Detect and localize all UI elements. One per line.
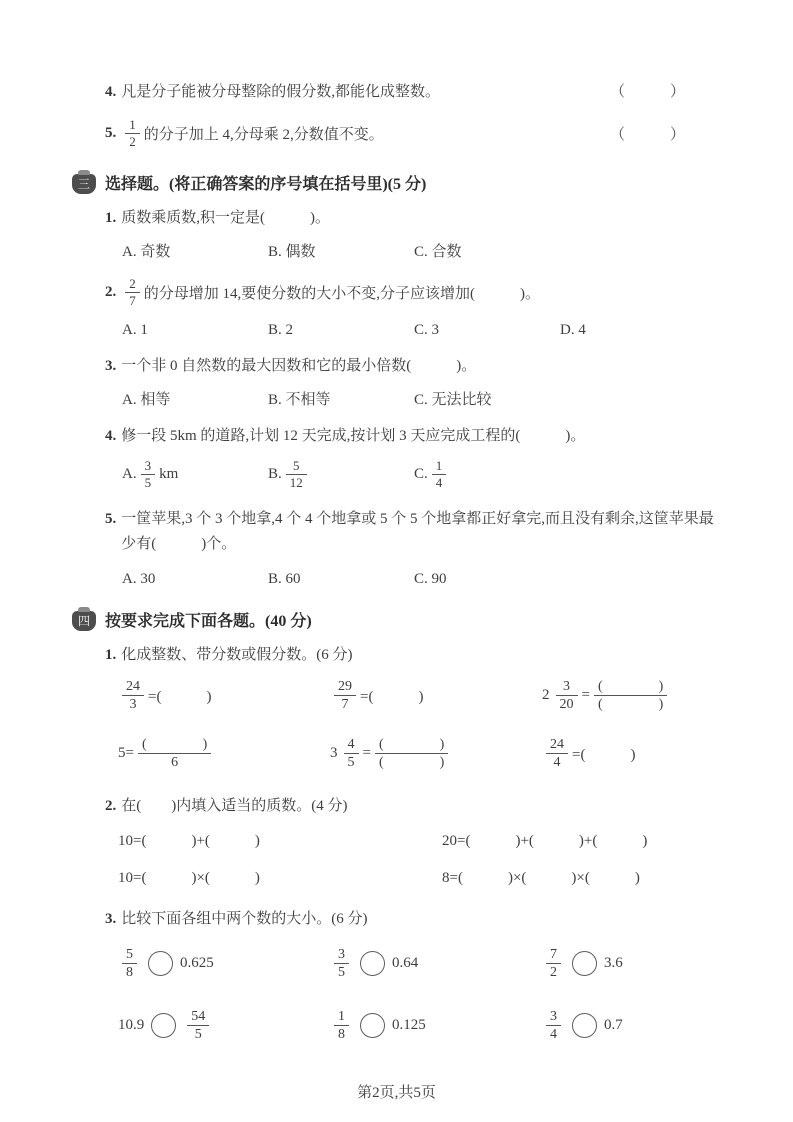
choice-options-5 (122, 571, 723, 588)
question-number: 1. (105, 646, 117, 663)
choice-options-4 (122, 458, 723, 492)
comparison-circle (360, 951, 385, 976)
option-a: A. 30 (122, 570, 156, 587)
fraction (334, 678, 356, 714)
option-c (414, 458, 450, 492)
option-b: B. 不相等 (268, 392, 331, 408)
decimal-value: 3.6 (604, 955, 623, 971)
option-a (122, 458, 268, 492)
answer-blank: =( ) (360, 689, 424, 705)
option-a: A. 相等 (122, 392, 171, 408)
question-number: 4. (105, 428, 117, 444)
fraction-denominator: 12 (289, 475, 303, 491)
expression-24-4 (542, 736, 723, 772)
question-text: 在( )内填入适当的质数。(4 分) (121, 797, 348, 814)
choice-question-5 (105, 507, 723, 558)
fraction (286, 458, 307, 492)
expression-lhs: 5= (118, 745, 134, 761)
fraction-denominator: 2 (129, 134, 136, 150)
fraction-denominator: 4 (553, 755, 561, 770)
decimal-value: 10.9 (118, 1017, 145, 1033)
fraction-numerator: 3 (556, 678, 578, 697)
fraction (125, 117, 140, 151)
expression-24-3 (118, 678, 330, 714)
choice-question-2 (105, 276, 723, 310)
fraction (125, 276, 140, 310)
choice-question-3 (105, 354, 723, 375)
option-c: C. 3 (414, 322, 440, 338)
fraction (344, 736, 359, 772)
fraction-numerator: 1 (432, 458, 447, 475)
choice-options-2 (122, 322, 723, 339)
section-title: 选择题。(将正确答案的序号填在括号里)(5 分) (105, 175, 427, 193)
judgement-text (105, 117, 610, 151)
page-indicator: 第2页,共5页 (357, 1085, 436, 1101)
choice-options-1 (122, 240, 723, 261)
decimal-value: 0.625 (180, 955, 214, 971)
fraction-numerator: 29 (334, 678, 356, 697)
question-text: 质数乘质数,积一定是( )。 (121, 209, 330, 226)
answer-blank: =( ) (572, 747, 636, 763)
item-number: 5. (105, 125, 117, 142)
option-d: D. 4 (560, 322, 586, 338)
fraction-numerator: 24 (122, 678, 144, 697)
prime-line-1: 10=( )+( ) (118, 832, 260, 849)
fraction (546, 736, 568, 772)
conversion-grid (118, 678, 723, 772)
item-text: 凡是分子能被分母整除的假分数,都能化成整数。 (121, 84, 441, 100)
fraction-denominator: 3 (129, 697, 137, 712)
comparison-6 (542, 1008, 723, 1044)
fraction-denominator: 8 (338, 1027, 345, 1042)
answer-bracket: （ ） (609, 127, 685, 144)
fraction-denominator: 5 (347, 755, 355, 770)
fraction-numerator: 54 (187, 1008, 209, 1027)
fraction-numerator: 5 (286, 458, 307, 475)
comparison-1 (118, 946, 330, 982)
option-label: B. (268, 466, 282, 483)
judgement-item-4 (105, 80, 723, 101)
blank-numerator: ( ) (138, 736, 211, 755)
fraction (546, 1008, 561, 1044)
fraction (122, 946, 137, 982)
section-header-work (72, 608, 723, 631)
expression-mixed-3-4-5 (330, 736, 542, 772)
comparison-4 (118, 1008, 330, 1044)
fraction-denominator: 7 (129, 292, 136, 308)
fraction-numerator: 2 (125, 276, 140, 293)
fraction-numerator: 4 (344, 736, 359, 755)
blank-fraction (375, 736, 448, 772)
choice-question-4 (105, 424, 723, 445)
fraction-denominator: 2 (550, 965, 557, 980)
option-label: A. (122, 466, 137, 483)
equals-sign: = (581, 687, 590, 703)
fraction (334, 946, 349, 982)
fraction-numerator: 1 (125, 117, 140, 134)
question-text: 比较下面各组中两个数的大小。(6 分) (121, 910, 368, 927)
question-text: 的分母增加 14,要使分数的大小不变,分子应该增加( )。 (143, 285, 540, 302)
answer-bracket: （ ） (609, 84, 685, 100)
equals-sign: = (362, 745, 371, 761)
fraction (187, 1008, 209, 1044)
option-c: C. 无法比较 (414, 392, 492, 408)
blank-denominator: ( ) (378, 755, 445, 770)
comparison-grid (118, 946, 723, 1044)
option-b: B. 2 (268, 322, 294, 338)
fraction (432, 458, 447, 492)
fraction-numerator: 7 (546, 946, 561, 965)
option-c: C. 合数 (414, 243, 462, 260)
fraction-numerator: 3 (141, 458, 156, 475)
question-text: 修一段 5km 的道路,计划 12 天完成,按计划 3 天应完成工程的( )。 (121, 428, 586, 444)
answer-blank: =( ) (148, 689, 212, 705)
choice-question-1 (105, 206, 723, 227)
blank-numerator: ( ) (594, 678, 667, 697)
blank-denominator: 6 (171, 755, 179, 770)
fraction-numerator: 1 (334, 1008, 349, 1027)
section-title: 按要求完成下面各题。(40 分) (105, 612, 312, 630)
section-header-choice (72, 171, 723, 194)
prime-line-3: 10=( )×( ) (118, 869, 260, 886)
question-text: 化成整数、带分数或假分数。(6 分) (121, 646, 353, 663)
blank-denominator: ( ) (597, 697, 664, 712)
prime-line-4: 8=( )×( )×( ) (442, 869, 640, 886)
fraction-numerator: 24 (546, 736, 568, 755)
fraction (334, 1008, 349, 1044)
comparison-circle (148, 951, 173, 976)
prime-line-2: 20=( )+( )+( ) (442, 832, 648, 849)
prime-fill-grid (118, 829, 723, 887)
fraction-denominator: 5 (144, 475, 152, 491)
fraction (546, 946, 561, 982)
fraction-numerator: 3 (334, 946, 349, 965)
comparison-circle (151, 1013, 176, 1038)
blank-numerator: ( ) (375, 736, 448, 755)
option-c: C. 90 (414, 570, 447, 587)
mixed-integer: 3 (330, 745, 338, 761)
question-text: 一个非 0 自然数的最大因数和它的最小倍数( )。 (121, 358, 477, 374)
fraction (122, 678, 144, 714)
option-b: B. 60 (268, 570, 301, 587)
item-number: 4. (105, 84, 117, 100)
comparison-circle (572, 1013, 597, 1038)
fraction (556, 678, 578, 714)
option-b: B. 偶数 (268, 243, 316, 260)
expression-29-7 (330, 678, 542, 714)
fraction-denominator: 5 (194, 1027, 202, 1042)
expression-5-equals (118, 736, 330, 772)
fraction (141, 458, 156, 492)
comparison-circle (572, 951, 597, 976)
fraction-numerator: 5 (122, 946, 137, 965)
comparison-3 (542, 946, 723, 982)
judgement-item-5 (105, 117, 723, 151)
section-number-icon: 三 (72, 174, 96, 194)
question-number: 1. (105, 209, 117, 226)
work-question-3 (105, 907, 723, 928)
question-number: 5. (105, 510, 117, 527)
decimal-value: 0.64 (392, 955, 419, 971)
option-label: C. (414, 466, 428, 483)
fraction-denominator: 4 (435, 475, 443, 491)
question-number: 3. (105, 910, 117, 927)
fraction-denominator: 20 (559, 697, 574, 712)
comparison-5 (330, 1008, 542, 1044)
section-number-icon: 四 (72, 611, 96, 631)
item-text: 的分子加上 4,分母乘 2,分数值不变。 (143, 127, 384, 144)
option-b (268, 458, 414, 492)
option-a: A. 1 (122, 322, 148, 338)
fraction-numerator: 3 (546, 1008, 561, 1027)
judgement-text (105, 80, 610, 101)
work-question-1 (105, 643, 723, 664)
question-text: 一筐苹果,3 个 3 个地拿,4 个 4 个地拿或 5 个 5 个地拿都正好拿完,而且没有剩余,这筐苹果最少有( )个。 (121, 510, 714, 552)
decimal-value: 0.125 (392, 1017, 426, 1033)
decimal-value: 0.7 (604, 1017, 623, 1033)
work-question-2 (105, 794, 723, 815)
fraction-denominator: 7 (341, 697, 349, 712)
expression-mixed-2-3-20 (542, 678, 723, 714)
fraction-denominator: 8 (126, 965, 133, 980)
option-a: A. 奇数 (122, 243, 171, 260)
question-number: 3. (105, 358, 117, 374)
mixed-integer: 2 (542, 687, 550, 703)
blank-fraction (594, 678, 667, 714)
comparison-2 (330, 946, 542, 982)
question-number: 2. (105, 283, 117, 300)
fraction-denominator: 4 (550, 1027, 557, 1042)
choice-options-3 (122, 388, 723, 409)
comparison-circle (360, 1013, 385, 1038)
fraction-denominator: 5 (338, 965, 345, 980)
question-number: 2. (105, 797, 117, 814)
option-unit: km (159, 466, 179, 483)
blank-fraction (138, 736, 211, 772)
